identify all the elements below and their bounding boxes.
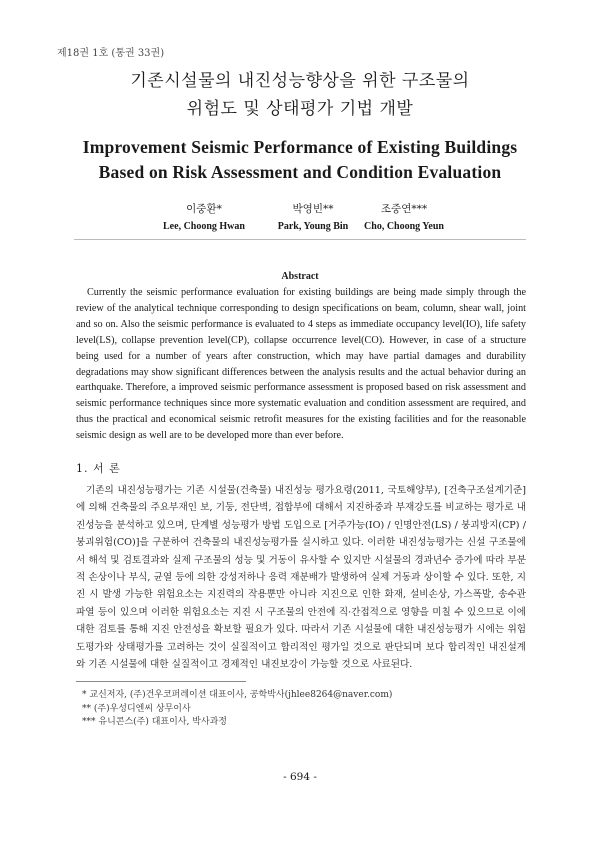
author-1-english-name: Lee, Choong Hwan [163,221,245,232]
author-3 [334,201,474,232]
author-3-english-name: Cho, Choong Yeun [364,221,444,232]
footnote-2-mark: ** [82,703,91,714]
footnote-2 [82,703,392,717]
author-2-english-name: Park, Young Bin [277,221,349,232]
page-number: - 694 - [283,771,317,783]
footnotes [82,689,392,730]
footnote-3 [82,716,392,730]
footnote-3-text: 유니콘스(주) 대표이사, 박사과정 [98,717,228,728]
section-1-body: 기존의 내진성능평가는 기존 시설물(건축물) 내진성능 평가요령(2011, 국토해양부), [건축구조설계기준]에 의해 건축물의 주요부재인 보, 기둥, 전단벽, 접합부에 대해서 지진하중과 부재강도를 비교하는 평가로 내진성능을 분석하고 있으며, 단계별 성능평가 방법 도입으로 [거주가능(IO) / 인명안전(LS) / 붕괴방지(CP) / 붕괴위험(CO)]을 구분하여 건축물의 내진성능평가를 실시하고 있다. 이러한 내진성능평가는 신설 구조물에서 해석 및 검토결과와 실제 구조물의 성능 및 거동이 유사할 수 있지만 시설물의 경과년수 증가에 따라 부분적 손상이나 부식, 균열 등에 의한 강성저하나 응력 재분배가 발생하여 실제 거동과 상이할 수 있다. 또한, 지진 시 발생 가능한 위험요소는 지진력의 작용뿐만 아니라 지진으로 인한 화재, 설비손상, 가스폭발, 송수관 파열 등이 있으며 이러한 위험요소는 지진 시 구조물의 안전에 직·간접적으로 영향을 미칠 수 있으므로 이에 대한 검토를 통해 지진 안전성을 확보할 필요가 있다. 따라서 기존 시설물에 대한 내진성능평가 시에는 위험도평가와 상태평가를 고려하는 것이 실질적이고 합리적인 평가일 것으로 판단되며 보다 합리적인 내진설계와 기존 시설물에 대한 실질적이고 경제적인 내진보강이 가능할 것으로 사료된다. [76,485,526,671]
korean-title-line-2: 위험도 및 상태평가 기법 개발 [186,99,414,119]
journal-volume: 제18권 1호 (통권 33권) [57,48,165,59]
abstract-heading: Abstract [281,271,319,282]
korean-title-line-1: 기존시설물의 내진성능향상을 위한 구조물의 [130,71,470,91]
footnote-1 [82,689,392,703]
footnote-divider [76,681,246,682]
author-2-korean-name: 박영빈** [292,203,334,215]
english-title-line-1: Improvement Seismic Performance of Existing Buildings [82,137,518,157]
english-title-line-2: Based on Risk Assessment and Condition Evaluation [98,162,502,182]
author-3-korean-name: 조중연*** [380,203,428,215]
abstract-text: Currently the seismic performance evaluation for existing buildings are being made simply through the review of the analytical technique corresponding to design specifications on beam, column, shear wall, joint and so on. Also the seismic performance is evaluated to 4 steps as immediate occupancy level(IO), life safety level(LS), collapse prevention level(CP), collapse occurrence level(CO). However, in case of a structure being used for a number of years after construction, which may have partial damages and durability degradations may show significant differences between the analysis results and the actual behavior during an earthquake. Therefore, a improved seismic performance assessment is proposed based on risk assessment and seismic performance techniques since more systematic evaluation and condition assessment are required, and thus the practical and economical seismic retrofit measures for the existing facilities and for the reasonable seismic design as well are to be developed more than ever before. [76,287,526,442]
footnote-1-text: 교신저자, (주)건우코퍼레이션 대표이사, 공학박사(jhlee8264@naver.com) [89,690,393,700]
author-1-korean-name: 이중환* [186,203,222,215]
footnote-3-mark: *** [82,717,96,728]
title-divider [74,239,526,240]
section-1-heading: 1. 서 론 [76,462,121,475]
footnote-2-text: (주)우성디엔씨 상무이사 [93,703,191,714]
footnote-1-mark: * [82,690,87,700]
